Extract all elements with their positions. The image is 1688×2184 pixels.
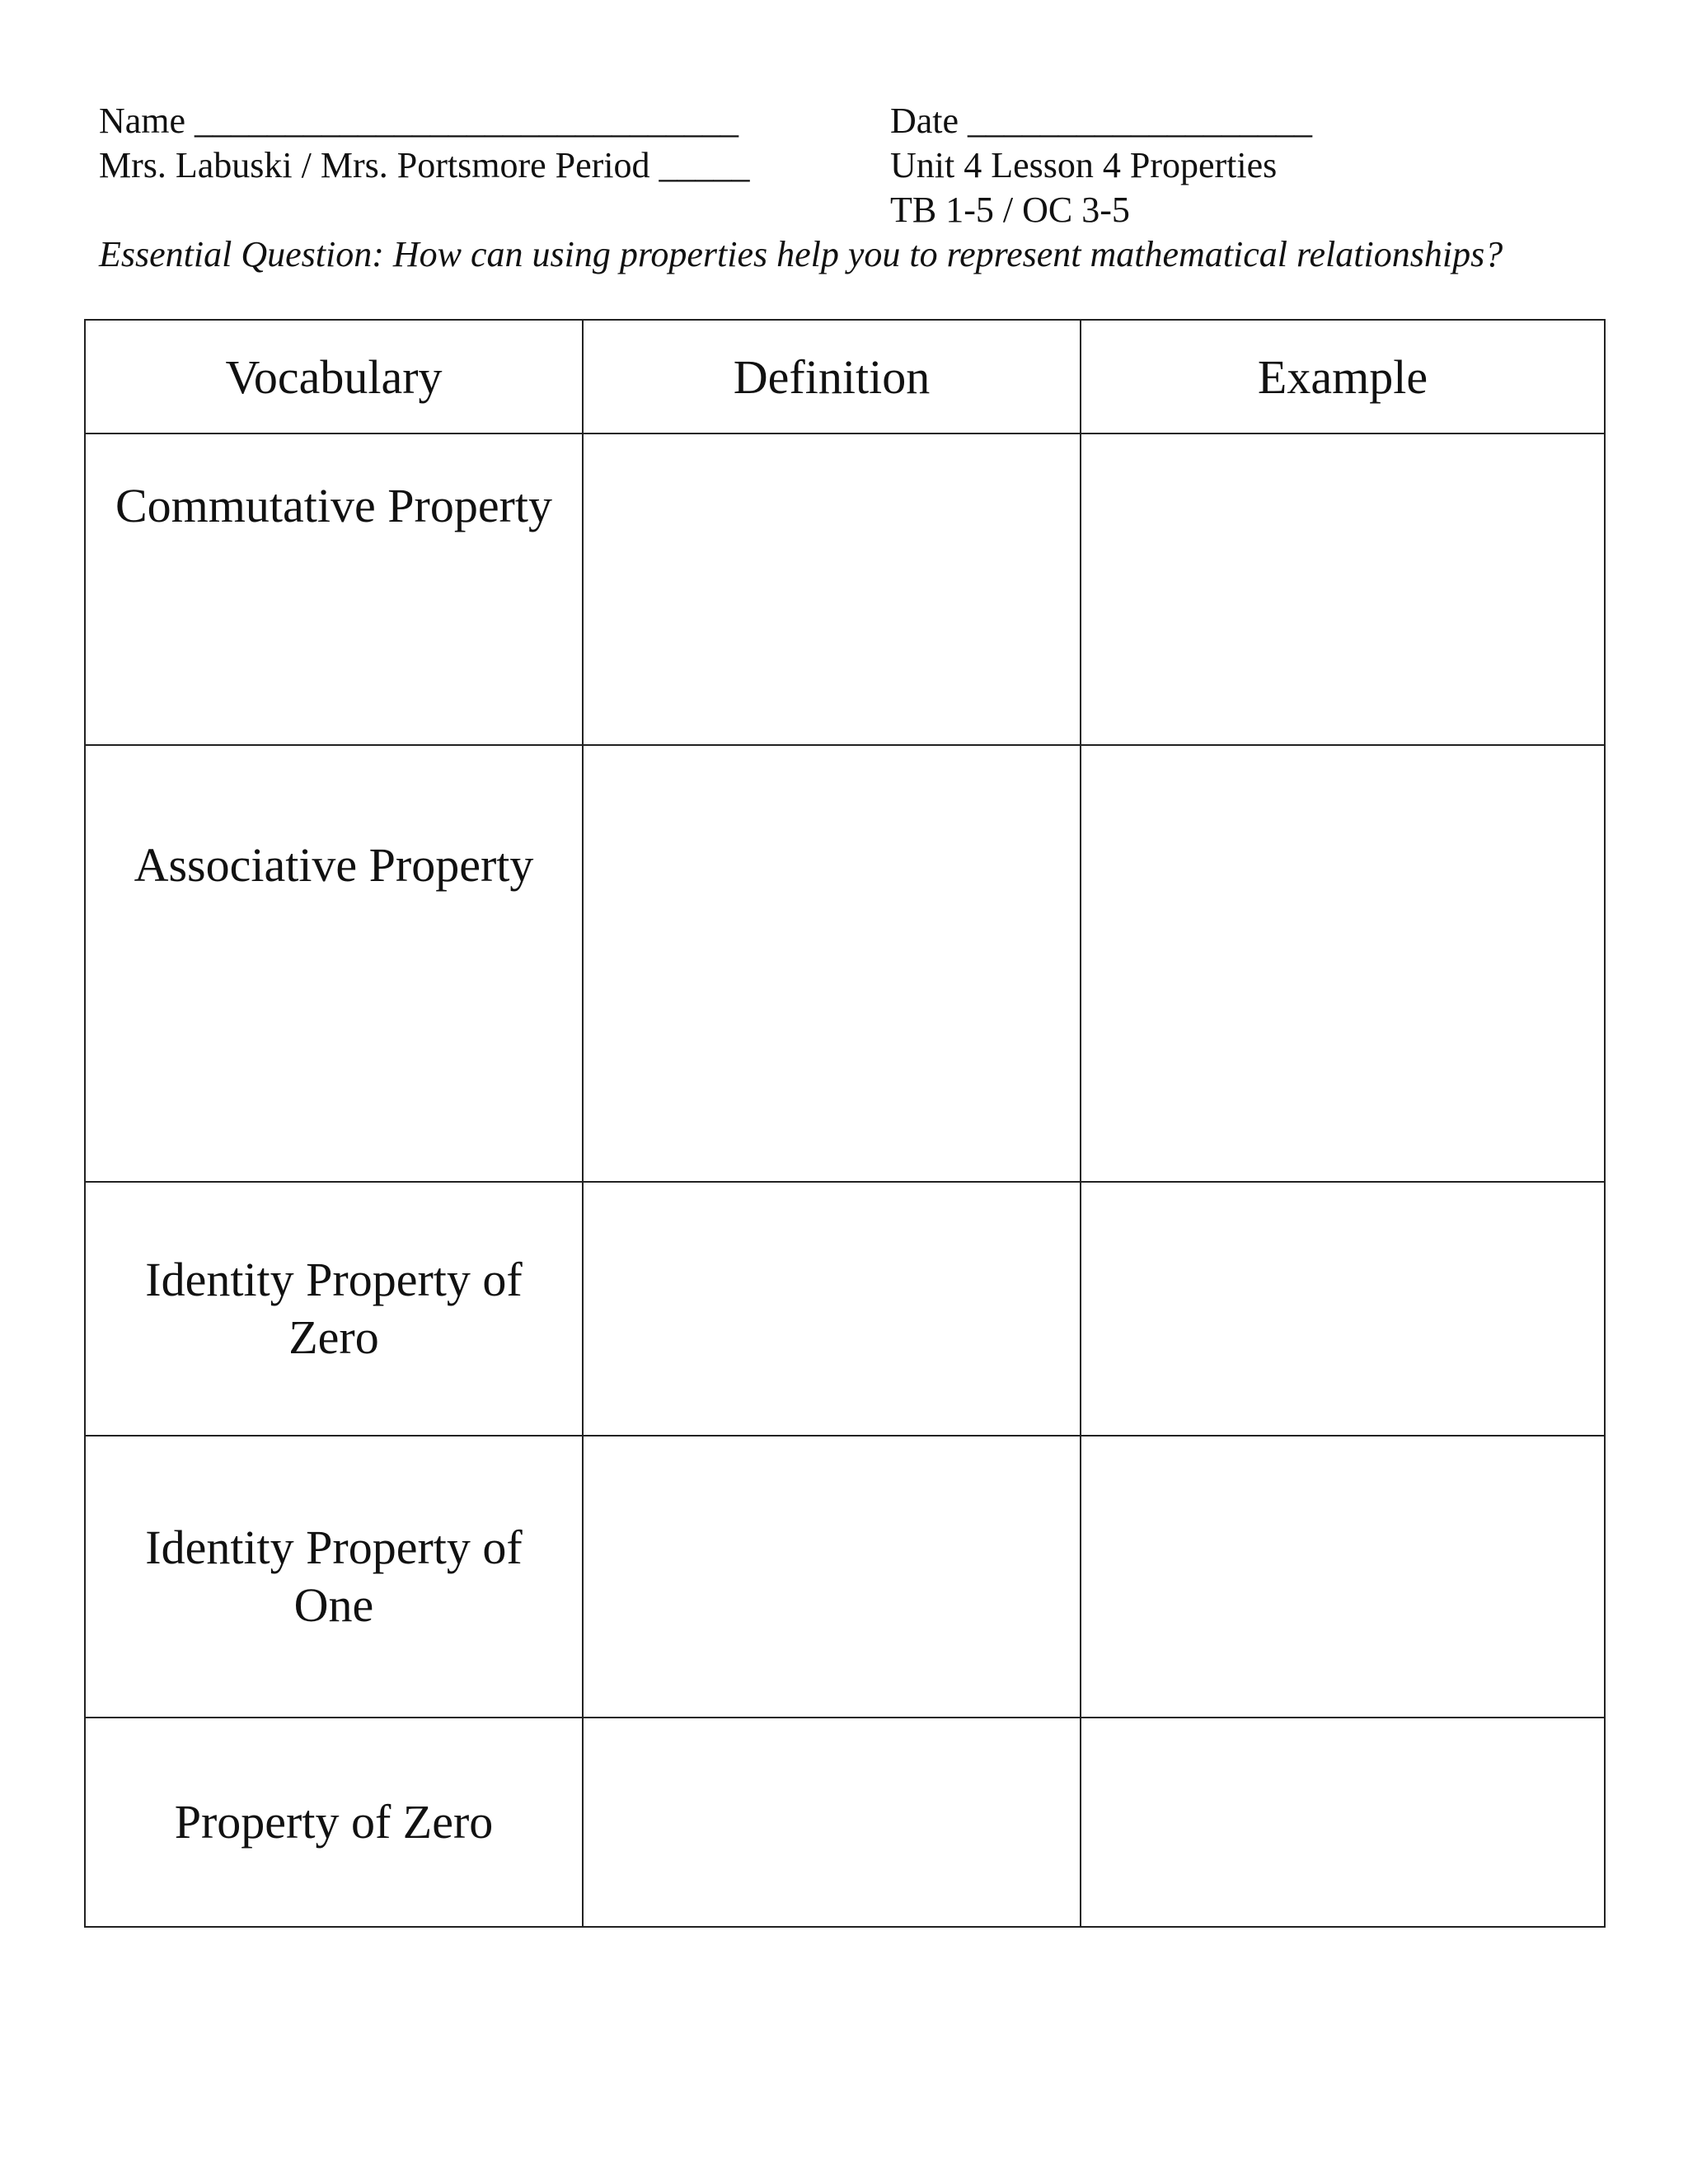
vocabulary-term: Identity Property of One — [85, 1436, 583, 1718]
example-cell[interactable] — [1081, 434, 1605, 745]
teacher-period-line[interactable]: Mrs. Labuski / Mrs. Portsmore Period _____ — [99, 145, 750, 185]
column-header-definition: Definition — [583, 320, 1081, 434]
date-field-line[interactable]: Date ___________________ — [890, 101, 1313, 141]
vocabulary-table — [84, 319, 1606, 1928]
vocabulary-term: Associative Property — [85, 745, 583, 1182]
example-cell[interactable] — [1081, 1718, 1605, 1927]
definition-cell[interactable] — [583, 1182, 1081, 1436]
column-header-vocabulary: Vocabulary — [85, 320, 583, 434]
column-header-example: Example — [1081, 320, 1605, 434]
table-header-row — [85, 320, 1605, 434]
table-row — [85, 745, 1605, 1182]
example-cell[interactable] — [1081, 745, 1605, 1182]
definition-cell[interactable] — [583, 1718, 1081, 1927]
definition-cell[interactable] — [583, 745, 1081, 1182]
definition-cell[interactable] — [583, 1436, 1081, 1718]
example-cell[interactable] — [1081, 1182, 1605, 1436]
vocabulary-term: Identity Property of Zero — [85, 1182, 583, 1436]
table-row — [85, 1436, 1605, 1718]
essential-question: Essential Question: How can using properties help you to represent mathematical relationships? — [99, 234, 1503, 274]
example-cell[interactable] — [1081, 1436, 1605, 1718]
definition-cell[interactable] — [583, 434, 1081, 745]
table-row — [85, 1718, 1605, 1927]
table-row — [85, 1182, 1605, 1436]
vocabulary-term: Commutative Property — [85, 434, 583, 745]
lesson-title: Unit 4 Lesson 4 Properties — [890, 145, 1278, 185]
name-field-line[interactable]: Name ______________________________ — [99, 101, 739, 141]
textbook-reference: TB 1-5 / OC 3-5 — [890, 190, 1130, 230]
table-row — [85, 434, 1605, 745]
vocabulary-term: Property of Zero — [85, 1718, 583, 1927]
